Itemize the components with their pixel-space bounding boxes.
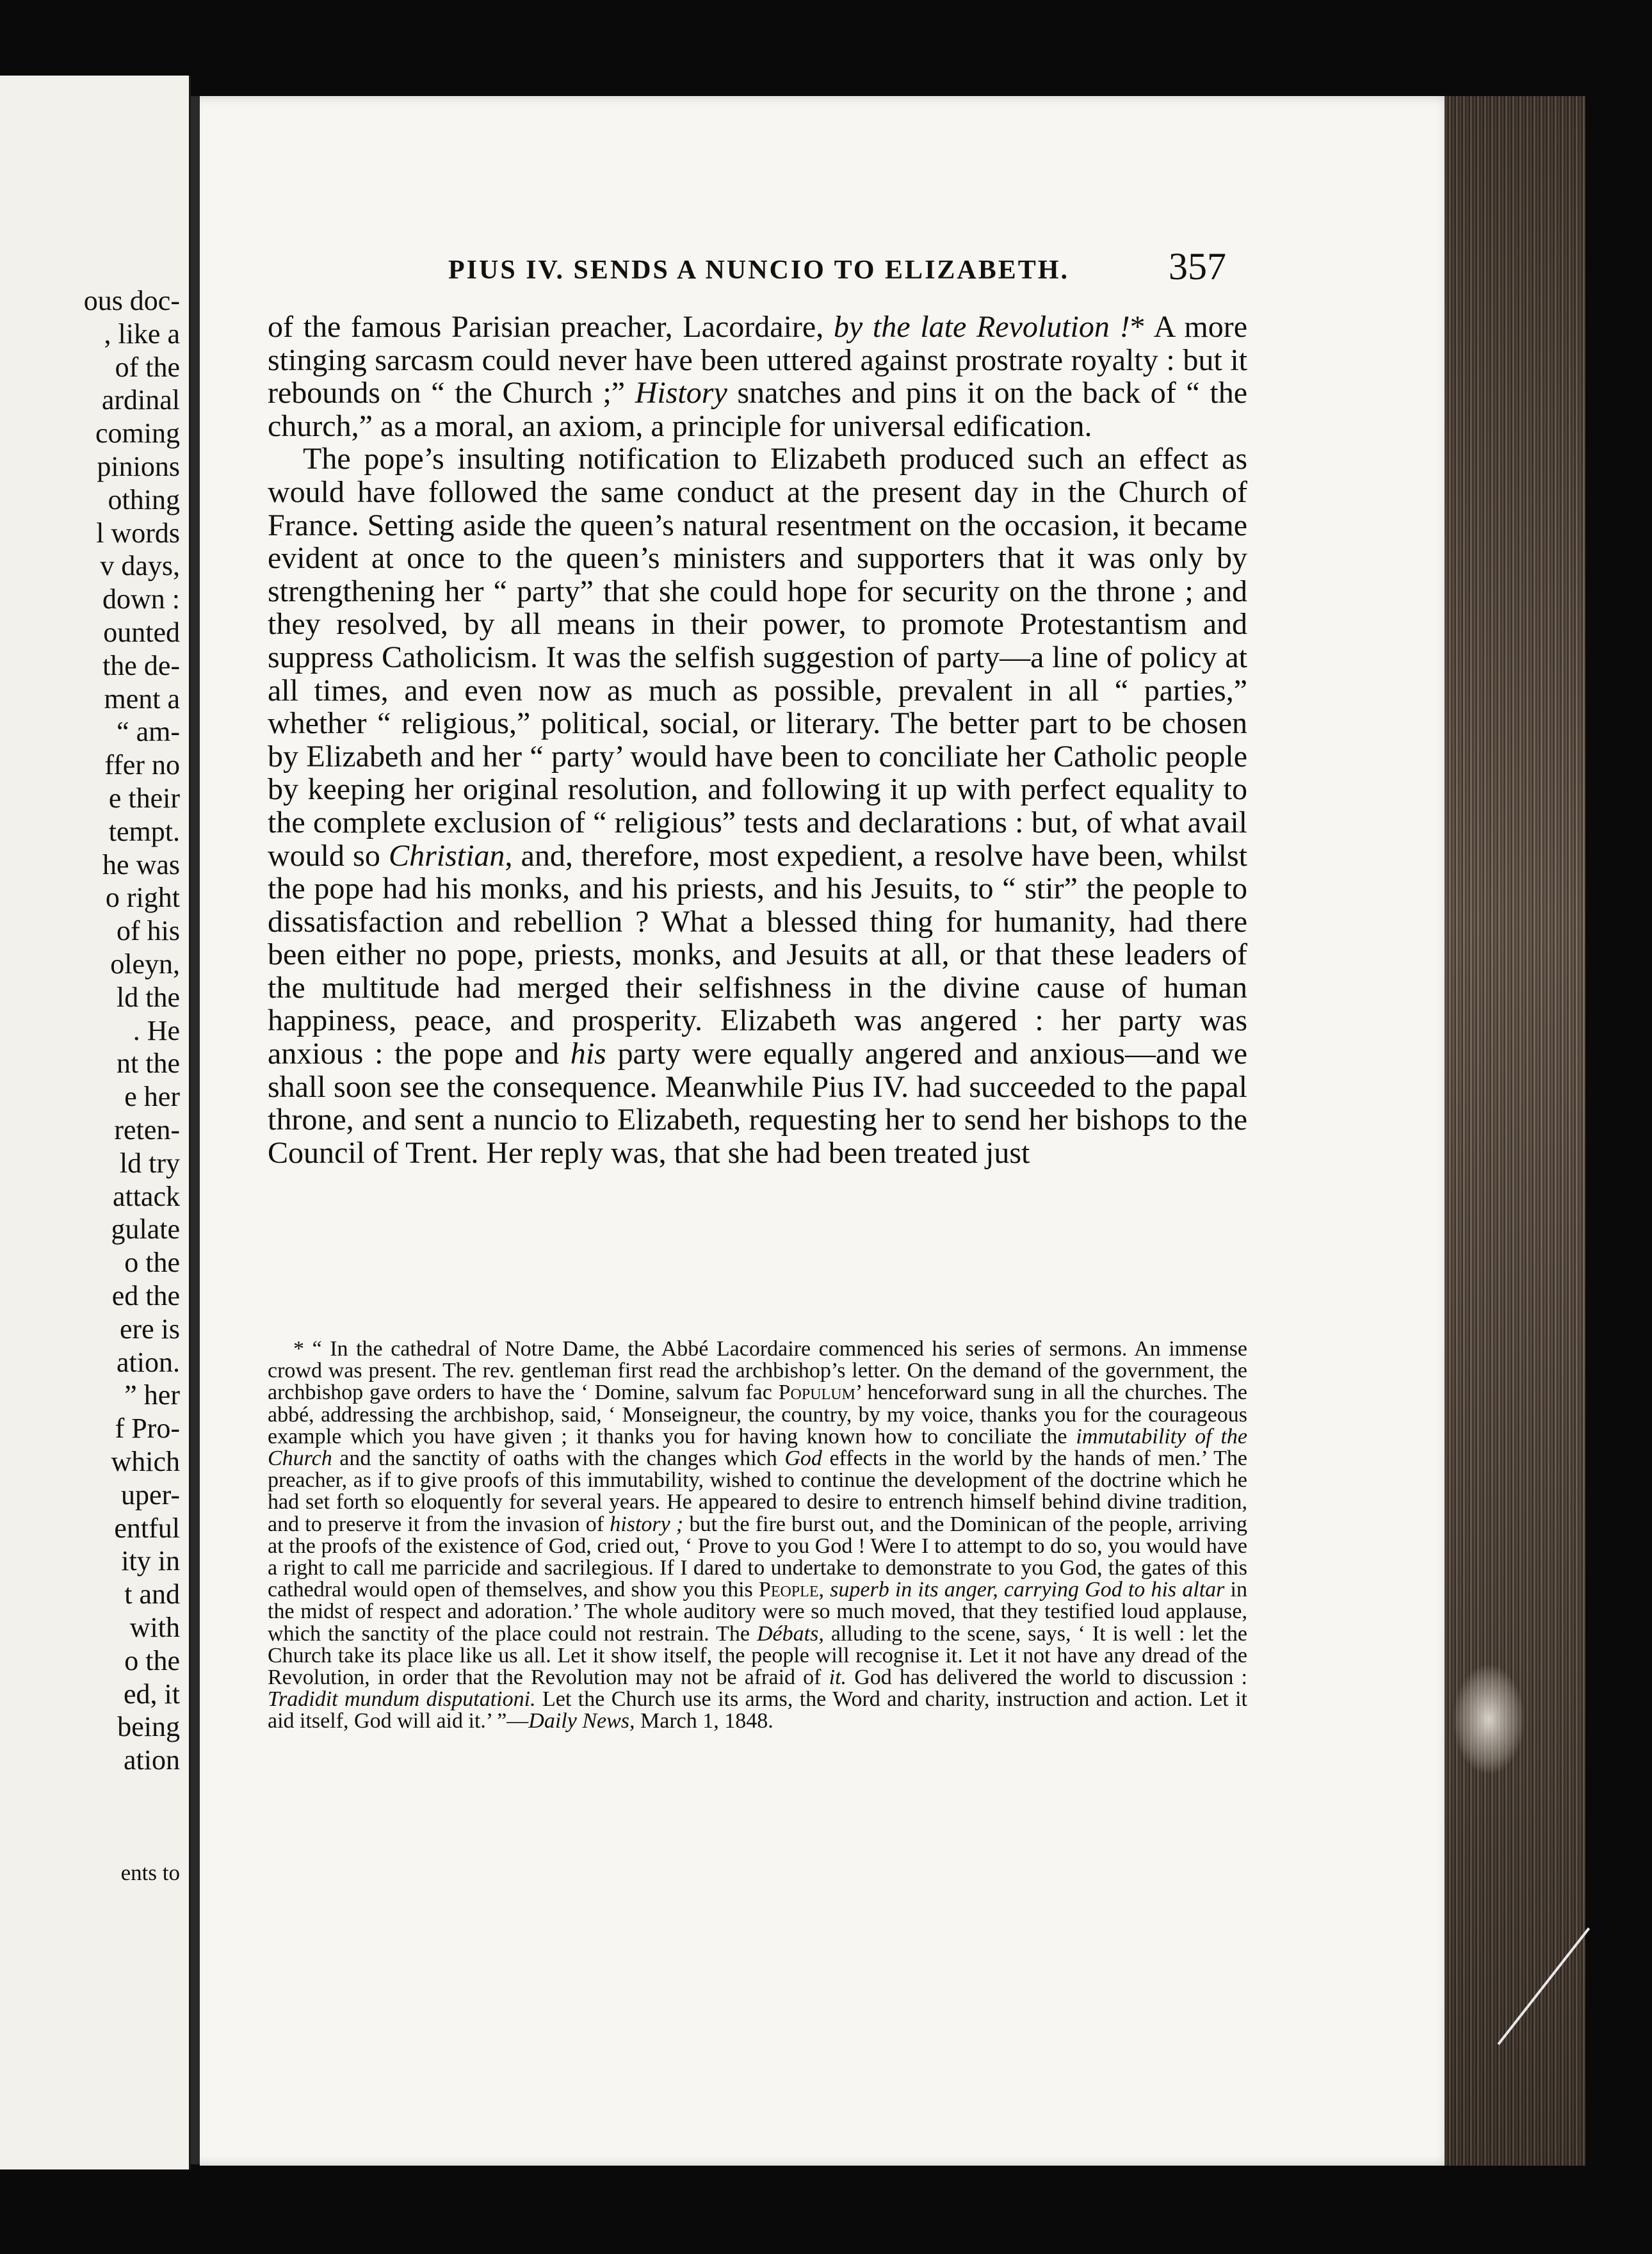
facing-page-line: entful <box>114 1512 180 1544</box>
facing-page-line: nt the <box>117 1048 180 1080</box>
facing-page-line: ous doc- <box>83 285 180 316</box>
facing-page-line: with <box>129 1612 180 1643</box>
facing-page-line: ardinal <box>101 384 180 416</box>
facing-page-line: which <box>111 1446 180 1477</box>
facing-page-line: ld try <box>119 1147 180 1179</box>
paragraph-2: The pope’s insulting notification to Elizabeth produced such an effect as would have followed the same conduct at the present day in the Church of France. Setting aside the queen’s natural resentment on the occasion, it became evident at once to the queen’s ministers and supporters that it was only by strengthening her “ party” that she could hope for security on the throne ; and they resolved, by all means in their power, to promote Protestantism and suppress Catholicism. It was the selfish suggestion of party—a line of policy at all times, and even now as much as possible, prevalent in all “ parties,” whether “ religious,” political, social, or literary. The better part to be chosen by Elizabeth and her “ party’ would have been to conciliate her Catholic people by keeping her original resolution, and following it up with perfect equality to the complete exclusion of “ religious” tests and declarations : but, of what avail would so Christian, and, therefore, most expedient, a resolve have been, whilst the pope had his monks, and his priests, and his Jesuits, to “ stir” the people to dissatisfaction and rebellion ? What a blessed thing for humanity, had there been either no pope, priests, monks, and Jesuits at all, or that these leaders of the multitude had merged their selfishness in the divine cause of human happiness, peace, and prosperity. Elizabeth was angered : her party was anxious : the pope and his party were equally angered and anxious—and we shall soon see the consequence. Meanwhile Pius IV. had succeeded to the papal throne, and sent a nuncio to Elizabeth, requesting her to send her bishops to the Council of Trent. Her reply was, that she had been treated just <box>268 442 1247 1170</box>
facing-page-footnote-line: ents to <box>120 1860 180 1885</box>
facing-page-line: o the <box>124 1247 180 1279</box>
facing-page-line: the de- <box>102 649 180 681</box>
facing-page-line: down : <box>102 583 180 615</box>
facing-page-line: e their <box>108 782 180 814</box>
facing-page-fragment <box>0 76 191 2169</box>
facing-page-line: ere is <box>119 1313 180 1345</box>
facing-page-line: ation. <box>117 1346 180 1378</box>
page-number: 357 <box>1169 245 1226 288</box>
facing-page-line: reten- <box>114 1114 180 1146</box>
facing-page-line: o the <box>124 1644 180 1676</box>
facing-page-line: ed the <box>111 1280 180 1311</box>
facing-page-line: ed, it <box>124 1678 180 1710</box>
facing-page-line: of his <box>117 915 180 947</box>
footnote-text: * “ In the cathedral of Notre Dame, the Abbé Lacordaire commenced his series of sermons. An immense crowd was present. The rev. gentleman first read the archbishop’s letter. On the demand of the government, the archbishop gave orders to have the ‘ Domine, salvum fac Populum’ henceforward sung in all the churches. The abbé, addressing the archbishop, said, ‘ Monseigneur, the country, by my voice, thanks you for the courageous example which you have given ; it thanks you for having known how to conciliate the immutability of the Church and the sanctity of oaths with the changes which God effects in the world by the hands of men.’ The preacher, as if to give proofs of this immutability, wished to continue the development of the doctrine which he had set forth so eloquently for several years. He appeared to desire to entrench himself behind divine tradition, and to preserve it from the invasion of history ; but the fire burst out, and the Dominican of the people, arriving at the proofs of the existence of God, cried out, ‘ Prove to you God ! Were I to attempt to do so, you would have a right to call me parricide and sacrilegious. If I dared to undertake to demonstrate to you God, the gates of this cathedral would open of themselves, and show you this People, superb in its anger, carrying God to his altar in the midst of respect and adoration.’ The whole auditory were so much moved, that they testified loud applause, which the sanctity of the place could not restrain. The Débats, alluding to the scene, says, ‘ It is well : let the Church take its place like us all. Let it show itself, the people will recognise it. Let it not have any dread of the Revolution, in order that the Revolution may not be afraid of it. God has delivered the world to discussion : Tradidit mundum disputationi. Let the Church use its arms, the Word and charity, instruction and action. Let it aid itself, God will aid it.’ ”—Daily News, March 1, 1848. <box>268 1337 1248 1733</box>
facing-page-line: of the <box>115 351 180 383</box>
book-gutter <box>191 96 200 2164</box>
facing-page-line: othing <box>108 483 180 515</box>
page-edges <box>1445 96 1585 2166</box>
facing-page-line: ment a <box>104 683 180 715</box>
facing-page-line: , like a <box>104 318 180 350</box>
facing-page-line: uper- <box>121 1479 180 1511</box>
facing-page-line: v days, <box>100 550 180 582</box>
facing-page-line: t and <box>124 1578 180 1610</box>
facing-page-line: e her <box>124 1081 180 1113</box>
running-title: PIUS IV. SENDS A NUNCIO TO ELIZABETH. <box>448 255 1069 285</box>
facing-page-line: ffer no <box>104 749 180 781</box>
facing-page-line: o right <box>105 882 180 914</box>
facing-page-line: ity in <box>121 1545 180 1577</box>
facing-page-line: ld the <box>117 981 180 1013</box>
facing-page-line: “ am- <box>117 716 180 748</box>
facing-page-line: . He <box>133 1014 180 1046</box>
paragraph-1: of the famous Parisian preacher, Lacordaire, by the late Revolution !* A more stinging sarcasm could never have been uttered against prostrate royalty : but it rebounds on “ the Church ;” History snatches and pins it on the back of “ the church,” as a moral, an axiom, a principle for universal edification. <box>268 310 1248 443</box>
facing-page-line: he was <box>102 848 180 880</box>
facing-page-line: ounted <box>103 617 180 648</box>
facing-page-line: oleyn, <box>110 948 180 980</box>
facing-page-line: l words <box>96 517 180 549</box>
facing-page-line: coming <box>95 418 180 450</box>
facing-page-line: ” her <box>124 1379 180 1411</box>
footnote <box>268 1338 1247 1733</box>
paper-stain <box>1454 1665 1524 1774</box>
facing-page-line: pinions <box>97 451 180 482</box>
facing-page-line: ation <box>124 1744 180 1776</box>
facing-page-line: f Pro- <box>115 1413 180 1445</box>
facing-page-line: attack <box>112 1180 180 1212</box>
facing-page-line: gulate <box>111 1213 180 1245</box>
body-text <box>268 311 1247 1169</box>
facing-page-line: tempt. <box>108 815 180 847</box>
facing-page-line: being <box>117 1711 180 1743</box>
